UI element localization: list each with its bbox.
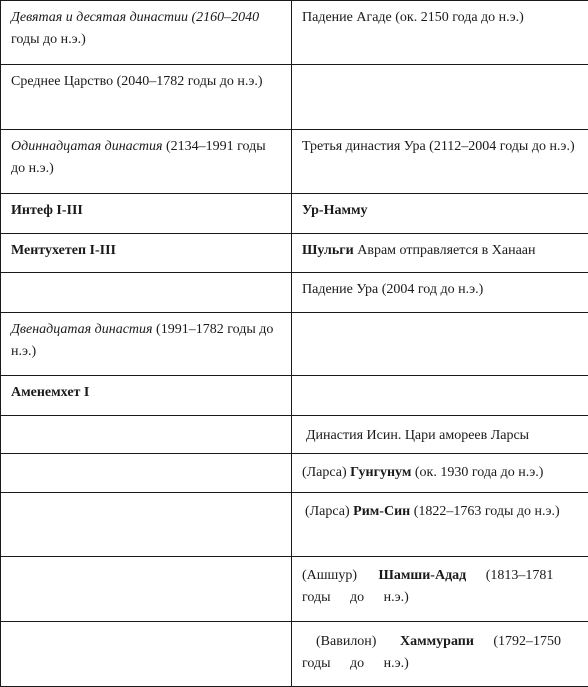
ruler-name: Хаммурапи — [400, 634, 474, 649]
table-cell-right — [292, 557, 588, 622]
table-cell-right — [292, 454, 588, 493]
table-cell-left — [1, 493, 292, 557]
dynasty-dates: (2134–1991 годы до н.э.) — [11, 139, 266, 176]
table-cell-right — [292, 1, 588, 65]
table-cell-right — [292, 313, 588, 376]
ruler-name: Аменемхет I — [11, 385, 89, 400]
table-row — [1, 65, 588, 130]
dynasty-name: Одиннадцатая династия — [11, 139, 162, 154]
table-row — [1, 313, 588, 376]
table-cell-left — [1, 273, 292, 313]
city-label: (Ларса) — [302, 465, 350, 480]
ruler-name: Ур-Намму — [302, 203, 368, 218]
ruler-name: Гунгунум — [350, 465, 411, 480]
dynasty-dates: (1991–1782 годы до н.э.) — [11, 322, 273, 359]
table-cell-right — [292, 130, 588, 194]
table-cell-left — [1, 65, 292, 130]
table-cell-left — [1, 416, 292, 454]
ruler-dates: (1792–1750 годы до н.э.) — [302, 634, 561, 671]
table-cell-left — [1, 376, 292, 416]
ruler-name: Интеф I-III — [11, 203, 83, 218]
table-cell-right — [292, 273, 588, 313]
table-row — [1, 194, 588, 234]
ruler-name: Шульги — [302, 243, 354, 258]
event-text: Династия Исин. Цари амореев Ларсы — [306, 428, 529, 443]
city-label: (Вавилон) — [302, 634, 400, 649]
event-text: Падение Агаде (ок. 2150 года до н.э.) — [302, 10, 524, 25]
table-row — [1, 493, 588, 557]
ruler-name: Шамши-Адад — [379, 568, 467, 583]
table-cell-right — [292, 194, 588, 234]
table-cell-left — [1, 557, 292, 622]
dynasty-dates: годы до н.э.) — [11, 32, 86, 47]
table-cell-left — [1, 622, 292, 687]
ruler-dates: (1813–1781 годы до н.э.) — [302, 568, 553, 605]
table-cell-left — [1, 1, 292, 65]
table-cell-right — [292, 622, 588, 687]
event-text: Третья династия Ура (2112–2004 годы до н.э.) — [302, 139, 575, 154]
table-row — [1, 130, 588, 194]
table-cell-left — [1, 313, 292, 376]
table-row — [1, 376, 588, 416]
table-cell-right — [292, 416, 588, 454]
table-cell-right — [292, 493, 588, 557]
table-row — [1, 416, 588, 454]
ruler-name: Ментухетеп I-III — [11, 243, 116, 258]
table-row — [1, 234, 588, 273]
ruler-name: Рим-Син — [353, 504, 410, 519]
table-cell-right — [292, 65, 588, 130]
table-row — [1, 557, 588, 622]
table-cell-left — [1, 234, 292, 273]
dynasty-name: Двенадцатая династия — [11, 322, 153, 337]
dynasty-name: Девятая и десятая династии (2160–2040 — [11, 10, 259, 25]
table-cell-right — [292, 234, 588, 273]
table-row — [1, 454, 588, 493]
table-cell-left — [1, 130, 292, 194]
ruler-dates: (1822–1763 годы до н.э.) — [410, 504, 559, 519]
table-cell-right — [292, 376, 588, 416]
table-row — [1, 622, 588, 687]
table-cell-left — [1, 194, 292, 234]
event-text: Падение Ура (2004 год до н.э.) — [302, 282, 483, 297]
city-label: (Ашшур) — [302, 568, 379, 583]
city-label: (Ларса) — [302, 504, 353, 519]
ruler-dates: (ок. 1930 года до н.э.) — [411, 465, 543, 480]
table-row — [1, 273, 588, 313]
event-text: Аврам отправляется в Ханаан — [354, 243, 536, 258]
table-row — [1, 1, 588, 65]
period-text: Среднее Царство (2040–1782 годы до н.э.) — [11, 74, 263, 89]
table-cell-left — [1, 454, 292, 493]
